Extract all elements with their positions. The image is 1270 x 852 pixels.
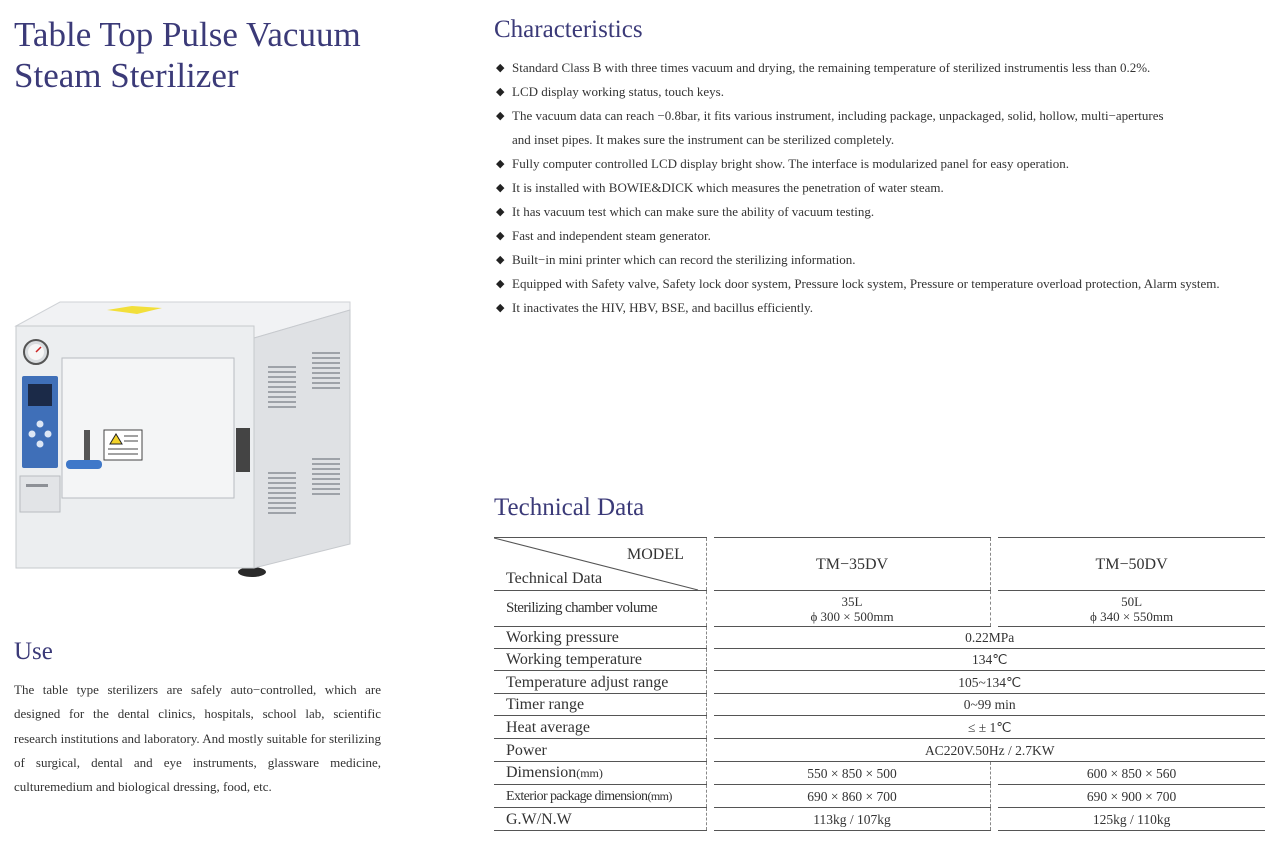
use-description: The table type sterilizers are safely auto−controlled, which are designed for the dental clinics, hospitals, school lab, scientific research institutions and laboratory. And mostly suitable for sterilizing of surgical, dental and eye instruments, glassware medicine, culturemedium and biological dressing, food, etc. — [14, 682, 381, 795]
table-row — [494, 649, 1265, 671]
temperature-value: 134℃ — [714, 649, 1265, 671]
package-b: 690 × 900 × 700 — [998, 785, 1265, 808]
row-label: Sterilizing chamber volume — [494, 591, 706, 627]
row-label: Working pressure — [494, 627, 706, 649]
row-label: G.W/N.W — [494, 808, 706, 831]
diamond-bullet-icon: ◆ — [496, 158, 505, 170]
chamber-a — [714, 591, 990, 627]
sterilizer-image — [12, 296, 357, 586]
corner-technical-label: Technical Data — [506, 570, 603, 587]
table-row — [494, 671, 1265, 694]
technical-data-heading: Technical Data — [494, 494, 645, 521]
table-row — [494, 785, 1265, 808]
table-row — [494, 694, 1265, 716]
list-item: ◆ It inactivates the HIV, HBV, BSE, and bacillus efficiently. — [496, 296, 1256, 320]
row-label: Working temperature — [494, 649, 706, 671]
chamber-a-volume: 35L — [841, 593, 863, 609]
weight-a: 113kg / 107kg — [714, 808, 990, 831]
adjust-value: 105~134℃ — [714, 671, 1265, 694]
characteristics-list — [496, 56, 1256, 320]
diamond-bullet-icon: ◆ — [496, 86, 505, 98]
diamond-bullet-icon: ◆ — [496, 254, 505, 266]
heat-value: ≤ ± 1℃ — [714, 716, 1265, 739]
model-header-a: TM−35DV — [714, 538, 990, 591]
title-line-2: Steam Sterilizer — [14, 56, 239, 95]
package-a: 690 × 860 × 700 — [714, 785, 990, 808]
row-label — [494, 785, 706, 808]
diamond-bullet-icon: ◆ — [496, 62, 505, 74]
diamond-bullet-icon: ◆ — [496, 278, 505, 290]
diamond-bullet-icon: ◆ — [496, 230, 505, 242]
page-title — [14, 14, 361, 96]
dimension-b: 600 × 850 × 560 — [998, 762, 1265, 785]
chamber-b-volume: 50L — [1121, 593, 1143, 609]
list-item: ◆ Fully computer controlled LCD display bright show. The interface is modularized panel for easy operation. — [496, 152, 1256, 176]
list-item: ◆ It is installed with BOWIE&DICK which measures the penetration of water steam. — [496, 176, 1256, 200]
list-item: ◆ Equipped with Safety valve, Safety lock door system, Pressure lock system, Pressure or temperature overload protection, Alarm system. — [496, 272, 1232, 296]
corner-header-cell — [494, 538, 706, 591]
list-item: ◆ Standard Class B with three times vacuum and drying, the remaining temperature of sterilized instrumentis less than 0.2%. — [496, 56, 1256, 80]
title-line-1: Table Top Pulse Vacuum — [14, 15, 361, 54]
chamber-b-size: ϕ 340 × 550mm — [1090, 608, 1174, 624]
table-row — [494, 716, 1265, 739]
diamond-bullet-icon: ◆ — [496, 110, 505, 122]
row-label — [494, 762, 706, 785]
row-label: Power — [494, 739, 706, 762]
table-row — [494, 739, 1265, 762]
table-row — [494, 762, 1265, 785]
technical-data-table — [494, 537, 1265, 831]
power-value: AC220V.50Hz / 2.7KW — [714, 739, 1265, 762]
diamond-bullet-icon: ◆ — [496, 206, 505, 218]
dimension-a: 550 × 850 × 500 — [714, 762, 990, 785]
chamber-a-size: ϕ 300 × 500mm — [810, 608, 894, 624]
table-row — [494, 627, 1265, 649]
diamond-bullet-icon: ◆ — [496, 182, 505, 194]
list-item: ◆ It has vacuum test which can make sure the ability of vacuum testing. — [496, 200, 1256, 224]
table-row — [494, 808, 1265, 831]
list-item: ◆ Fast and independent steam generator. — [496, 224, 1256, 248]
table-row — [494, 538, 1265, 591]
row-label: Timer range — [494, 694, 706, 716]
model-header-b: TM−50DV — [998, 538, 1265, 591]
characteristics-heading: Characteristics — [494, 16, 643, 43]
use-heading: Use — [14, 638, 53, 665]
row-label: Heat average — [494, 716, 706, 739]
list-item: ◆ The vacuum data can reach −0.8bar, it fits various instrument, including package, unpackaged, solid, hollow, multi−apertures and inset pipes. It makes sure the instrument can be sterilized completely. — [496, 104, 1172, 152]
weight-b: 125kg / 110kg — [998, 808, 1265, 831]
dimension-unit: (mm) — [576, 766, 603, 780]
corner-model-label: MODEL — [627, 546, 684, 563]
timer-value: 0~99 min — [714, 694, 1265, 716]
table-row — [494, 591, 1265, 627]
dimension-label: Dimension — [506, 764, 577, 781]
row-label: Temperature adjust range — [494, 671, 706, 694]
package-label: Exterior package dimension — [506, 788, 648, 804]
diamond-bullet-icon: ◆ — [496, 302, 505, 314]
list-item: ◆ Built−in mini printer which can record the sterilizing information. — [496, 248, 1256, 272]
package-unit: (mm) — [647, 788, 672, 803]
chamber-b — [998, 591, 1265, 627]
list-item: ◆ LCD display working status, touch keys. — [496, 80, 1256, 104]
pressure-value: 0.22MPa — [714, 627, 1265, 649]
